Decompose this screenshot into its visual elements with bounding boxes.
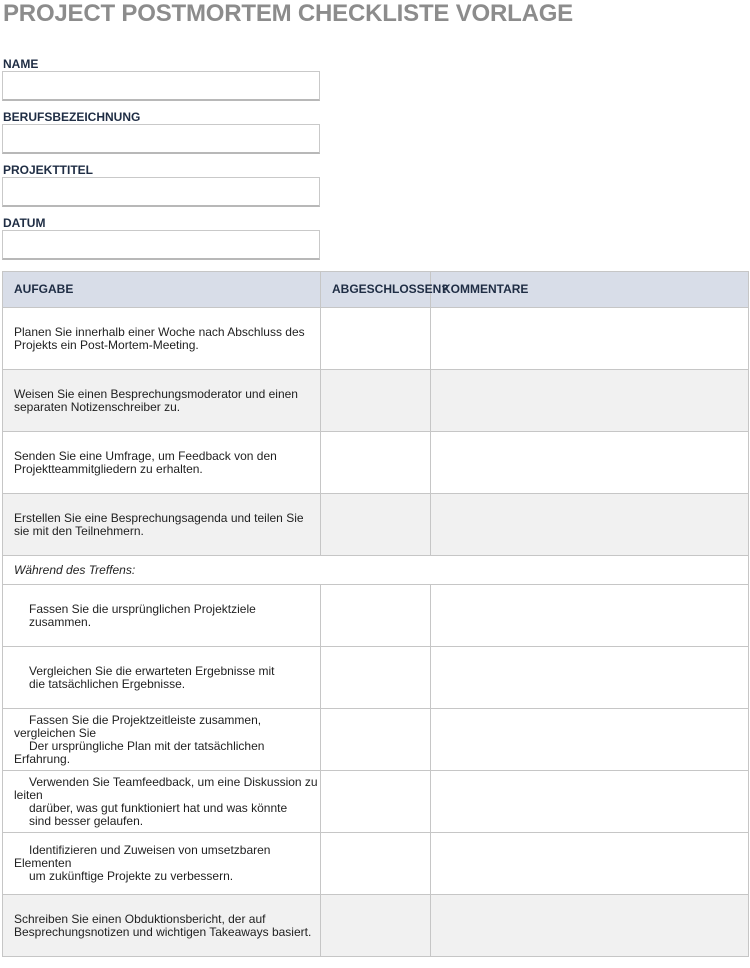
task-text: darüber, was gut funktioniert hat und was könnte xyxy=(29,800,288,815)
comments-cell[interactable] xyxy=(431,833,749,895)
completed-cell[interactable] xyxy=(321,432,431,494)
comments-cell[interactable] xyxy=(431,647,749,709)
comments-cell[interactable] xyxy=(431,585,749,647)
project-title-label: PROJEKTTITEL xyxy=(3,163,94,177)
task-cell: Erstellen Sie eine Besprechungsagenda und teilen Sie sie mit den Teilnehmern. xyxy=(3,494,321,556)
completed-cell[interactable] xyxy=(321,771,431,833)
table-row xyxy=(3,494,749,556)
table-row xyxy=(3,370,749,432)
comments-cell[interactable] xyxy=(431,709,749,771)
task-text: sind besser gelaufen. xyxy=(29,813,144,828)
task-text: Verwenden Sie Teamfeedback, um eine Diskussion zu leiten xyxy=(14,774,318,802)
task-text: Fassen Sie die ursprünglichen Projektziele zusammen. xyxy=(29,601,256,629)
section-label: Während des Treffens: xyxy=(3,556,749,585)
task-cell: Senden Sie eine Umfrage, um Feedback von den Projektteammitgliedern zu erhalten. xyxy=(3,432,321,494)
task-cell xyxy=(3,709,321,771)
job-title-field[interactable] xyxy=(2,124,320,154)
task-cell xyxy=(3,585,321,647)
completed-cell[interactable] xyxy=(321,895,431,957)
task-cell xyxy=(3,771,321,833)
table-row xyxy=(3,771,749,833)
section-row xyxy=(3,556,749,585)
comments-cell[interactable] xyxy=(431,771,749,833)
completed-cell[interactable] xyxy=(321,494,431,556)
comments-cell[interactable] xyxy=(431,895,749,957)
table-row xyxy=(3,833,749,895)
completed-cell[interactable] xyxy=(321,833,431,895)
table-row xyxy=(3,585,749,647)
header-comments: KOMMENTARE xyxy=(431,272,749,308)
table-row xyxy=(3,709,749,771)
header-task: AUFGABE xyxy=(3,272,321,308)
comments-cell[interactable] xyxy=(431,494,749,556)
table-row xyxy=(3,432,749,494)
task-text: Identifizieren und Zuweisen von umsetzbaren Elementen xyxy=(14,843,271,870)
completed-cell[interactable] xyxy=(321,647,431,709)
task-text: Fassen Sie die Projektzeitleiste zusammen, vergleichen Sie xyxy=(14,712,262,740)
table-header-row xyxy=(3,272,749,308)
comments-cell[interactable] xyxy=(431,432,749,494)
page-title: PROJECT POSTMORTEM CHECKLISTE VORLAGE xyxy=(3,0,573,27)
task-cell xyxy=(3,833,321,895)
task-text: die tatsächlichen Ergebnisse. xyxy=(29,676,186,691)
table-row xyxy=(3,308,749,370)
completed-cell[interactable] xyxy=(321,308,431,370)
task-cell: Schreiben Sie einen Obduktionsbericht, der auf Besprechungsnotizen und wichtigen Takeaways basiert. xyxy=(3,895,321,957)
task-cell: Weisen Sie einen Besprechungsmoderator und einen separaten Notizenschreiber zu. xyxy=(3,370,321,432)
name-label: NAME xyxy=(3,57,39,71)
date-label: DATUM xyxy=(3,216,46,230)
checklist-table xyxy=(2,271,749,957)
task-text: um zukünftige Projekte zu verbessern. xyxy=(29,869,234,883)
completed-cell[interactable] xyxy=(321,370,431,432)
name-field[interactable] xyxy=(2,71,320,101)
comments-cell[interactable] xyxy=(431,370,749,432)
task-text: Vergleichen Sie die erwarteten Ergebnisse mit xyxy=(29,663,275,678)
completed-cell[interactable] xyxy=(321,585,431,647)
table-row xyxy=(3,647,749,709)
project-title-field[interactable] xyxy=(2,177,320,207)
date-field[interactable] xyxy=(2,230,320,260)
job-title-label: BERUFSBEZEICHNUNG xyxy=(3,110,141,124)
task-cell: Planen Sie innerhalb einer Woche nach Abschluss des Projekts ein Post-Mortem-Meeting. xyxy=(3,308,321,370)
completed-cell[interactable] xyxy=(321,709,431,771)
comments-cell[interactable] xyxy=(431,308,749,370)
table-row xyxy=(3,895,749,957)
task-cell xyxy=(3,647,321,709)
header-completed: ABGESCHLOSSEN? xyxy=(321,272,431,308)
task-text: Der ursprüngliche Plan mit der tatsächlichen Erfahrung. xyxy=(14,738,265,766)
